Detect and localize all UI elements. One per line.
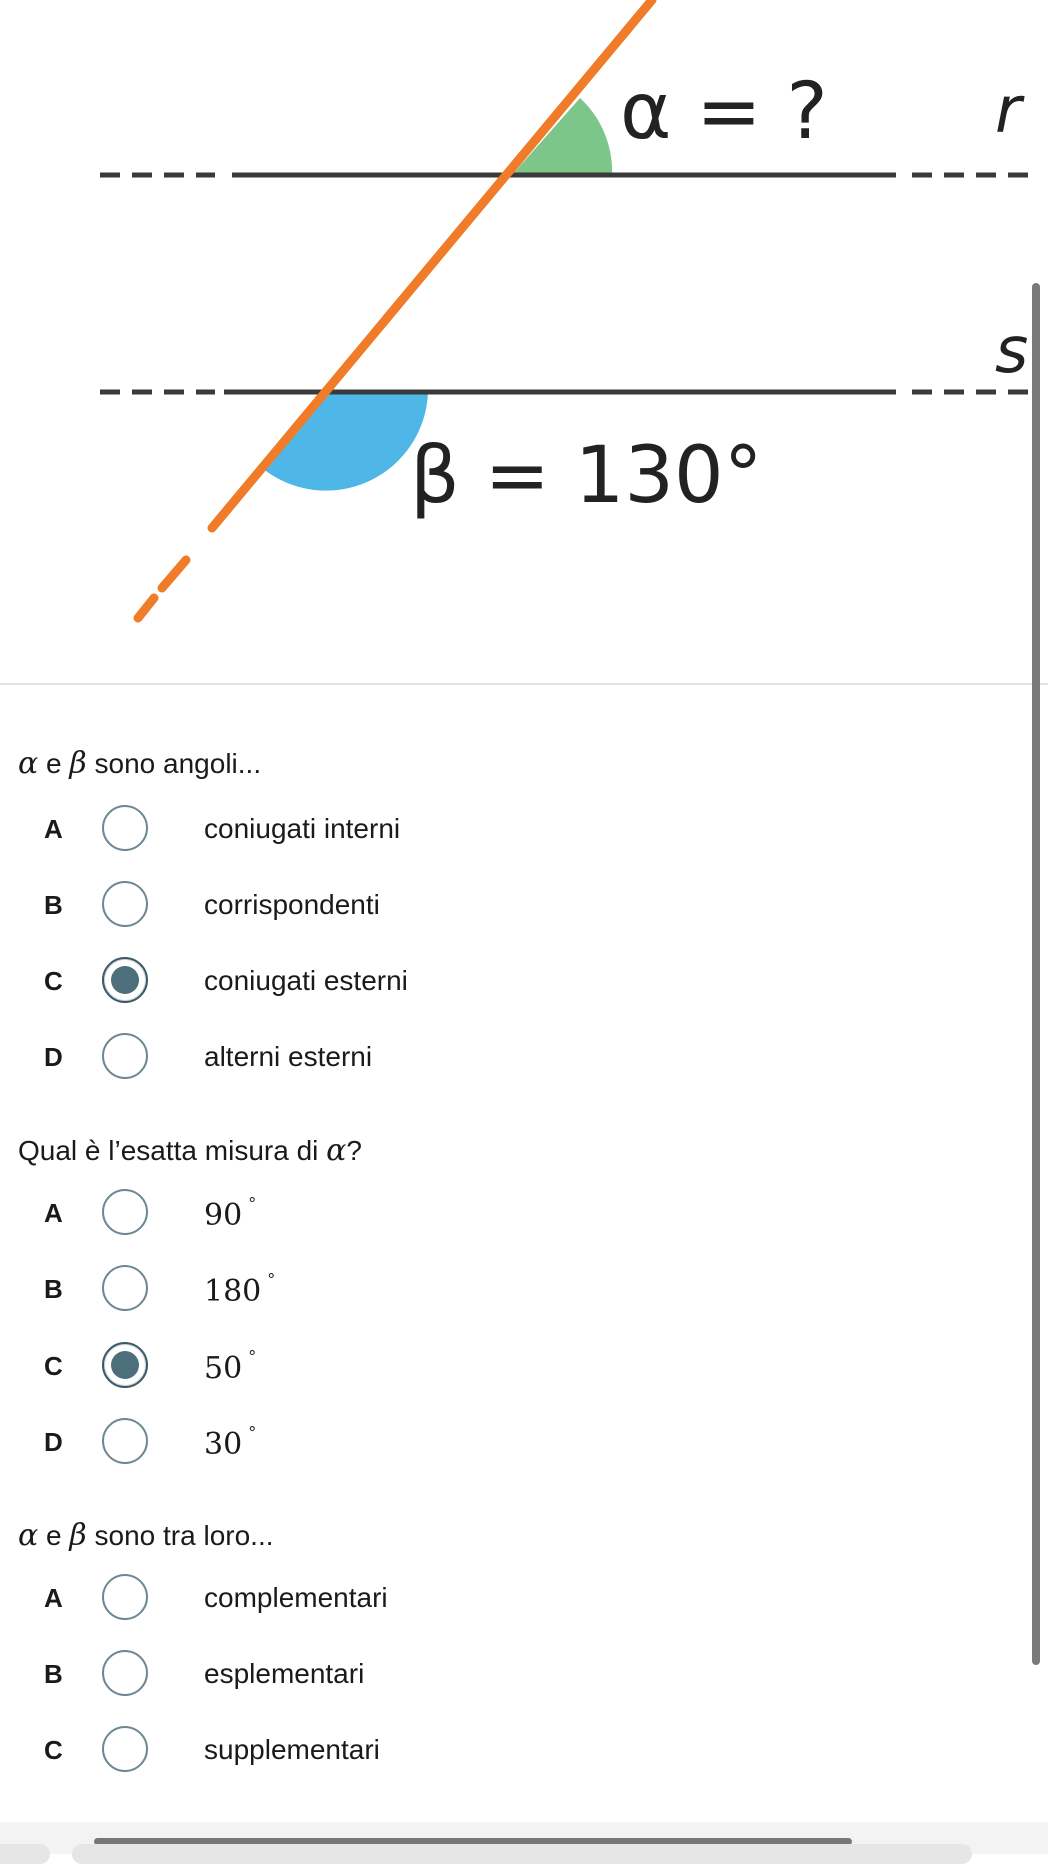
alpha-symbol: α	[18, 1518, 39, 1553]
radio-button[interactable]	[102, 1574, 148, 1620]
radio-button[interactable]	[102, 881, 148, 927]
beta-symbol: β	[69, 746, 87, 781]
q3-option-b[interactable]	[0, 1645, 1000, 1705]
line-r-label: r	[995, 74, 1022, 148]
q1-option-a[interactable]	[0, 800, 1000, 860]
option-label: coniugati esterni	[204, 965, 408, 996]
option-label: 90 °	[204, 1194, 257, 1233]
radio-button[interactable]	[102, 805, 148, 851]
q3-option-c[interactable]	[0, 1721, 1000, 1781]
radio-button-selected[interactable]	[102, 957, 148, 1003]
question-3-prompt: α e β sono tra loro...	[18, 1518, 274, 1553]
vertical-scrollbar[interactable]	[1032, 283, 1040, 1665]
alpha-symbol: α	[18, 746, 39, 781]
radio-button[interactable]	[102, 1265, 148, 1311]
q1-option-d[interactable]	[0, 1028, 1000, 1088]
question-1-prompt: α e β sono angoli...	[18, 746, 262, 781]
option-label: corrispondenti	[204, 889, 380, 920]
option-letter: C	[44, 1351, 63, 1381]
parallel-lines-diagram	[0, 0, 1048, 683]
radio-button[interactable]	[102, 1033, 148, 1079]
geometry-figure	[0, 0, 1048, 683]
q1-option-b[interactable]	[0, 876, 1000, 936]
beta-symbol: β	[69, 1518, 87, 1553]
radio-button[interactable]	[102, 1418, 148, 1464]
option-label: 30 °	[204, 1423, 257, 1462]
option-label: coniugati interni	[204, 813, 401, 844]
option-letter: B	[44, 890, 63, 920]
option-letter: A	[44, 814, 63, 844]
option-letter: D	[44, 1042, 63, 1072]
option-label: supplementari	[204, 1734, 380, 1765]
radio-button[interactable]	[102, 1726, 148, 1772]
q2-option-c[interactable]	[0, 1337, 1000, 1397]
radio-button[interactable]	[102, 1189, 148, 1235]
option-letter: C	[44, 966, 63, 996]
bottom-tab-left	[0, 1844, 50, 1864]
option-letter: A	[44, 1198, 63, 1228]
option-label: esplementari	[204, 1658, 365, 1689]
option-letter: B	[44, 1659, 63, 1689]
option-letter: A	[44, 1583, 63, 1613]
option-letter: D	[44, 1427, 63, 1457]
alpha-symbol: α	[326, 1133, 347, 1168]
q2-option-d[interactable]	[0, 1413, 1000, 1473]
alpha-label: α = ?	[620, 67, 828, 157]
radio-button[interactable]	[102, 1650, 148, 1696]
beta-label: β = 130°	[410, 431, 763, 521]
option-label: 180 °	[204, 1270, 276, 1309]
transversal-line	[138, 0, 652, 618]
q1-option-c[interactable]	[0, 952, 1000, 1012]
q3-option-a[interactable]	[0, 1569, 1000, 1629]
option-letter: B	[44, 1274, 63, 1304]
q2-option-a[interactable]	[0, 1184, 1000, 1244]
figure-divider	[0, 683, 1048, 685]
option-label: alterni esterni	[204, 1041, 373, 1072]
bottom-tab	[72, 1844, 972, 1864]
q2-option-b[interactable]	[0, 1260, 1000, 1320]
option-letter: C	[44, 1735, 63, 1765]
option-label: 50 °	[204, 1347, 257, 1386]
line-s-label: s	[995, 314, 1029, 388]
radio-button-selected[interactable]	[102, 1342, 148, 1388]
option-label: complementari	[204, 1582, 388, 1613]
question-2-prompt: Qual è l’esatta misura di α?	[18, 1133, 362, 1168]
